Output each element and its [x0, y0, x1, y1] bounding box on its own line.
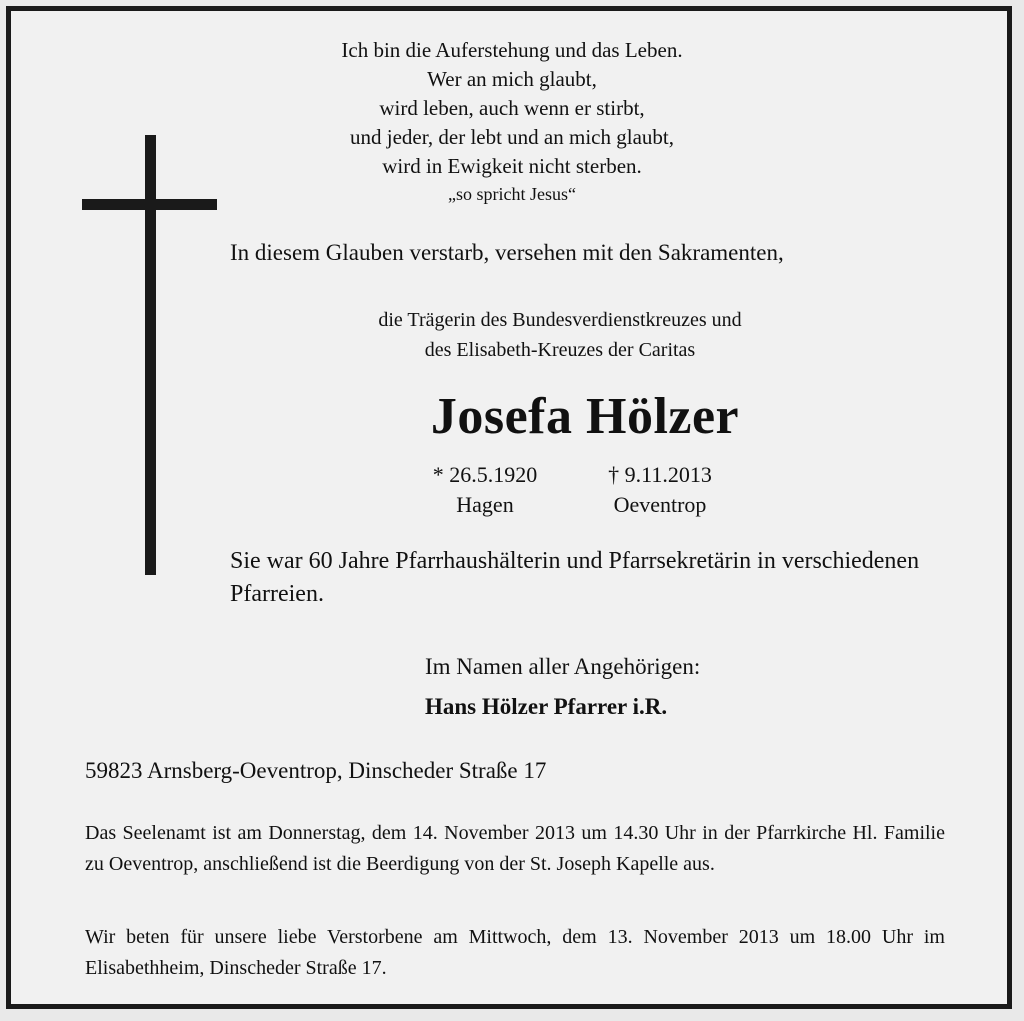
birth-place: Hagen: [456, 492, 514, 517]
verse-line: wird leben, auch wenn er stirbt,: [379, 96, 645, 120]
verse-line: Wer an mich glaubt,: [427, 67, 597, 91]
address: 59823 Arnsberg-Oeventrop, Dinscheder Straße 17: [85, 758, 547, 783]
verse-line: Ich bin die Auferstehung und das Leben.: [341, 38, 683, 62]
award-line: die Trägerin des Bundesverdienstkreuzes und: [378, 309, 742, 331]
deceased-name: Josefa Hölzer: [430, 388, 740, 445]
signature-name: Hans Hölzer Pfarrer i.R.: [425, 694, 668, 719]
work-description: Sie war 60 Jahre Pfarrhaushälterin und Pfarrsekretärin in verschiedenen Pfarreien.: [230, 548, 920, 607]
verse-line: wird in Ewigkeit nicht sterben.: [382, 154, 642, 178]
death-info: [580, 460, 740, 520]
award-line: des Elisabeth-Kreuzes der Caritas: [424, 339, 696, 361]
verse-attribution: „so spricht Jesus“: [448, 184, 576, 204]
death-date: † 9.11.2013: [608, 462, 712, 487]
awards: [260, 305, 860, 365]
belief-line: In diesem Glauben verstarb, versehen mit den Sakramenten,: [230, 240, 784, 265]
birth-info: [410, 460, 560, 520]
death-place: Oeventrop: [613, 492, 707, 517]
verse-line: und jeder, der lebt und an mich glaubt,: [350, 125, 674, 149]
birth-date: * 26.5.1920: [432, 462, 538, 487]
signature-intro: Im Namen aller Angehörigen:: [425, 654, 701, 679]
requiem-notice: Das Seelenamt ist am Donnerstag, dem 14. November 2013 um 14.30 Uhr in der Pfarrkirche Hl. Familie zu Oeventrop, anschließend ist die Beerdigung von der St. Joseph Kapelle aus.: [85, 822, 945, 875]
bible-verse: [0, 36, 1024, 207]
prayer-notice: Wir beten für unsere liebe Verstorbene am Mittwoch, dem 13. November 2013 um 18.00 Uhr im Elisabethheim, Dinscheder Straße 17.: [85, 926, 945, 979]
